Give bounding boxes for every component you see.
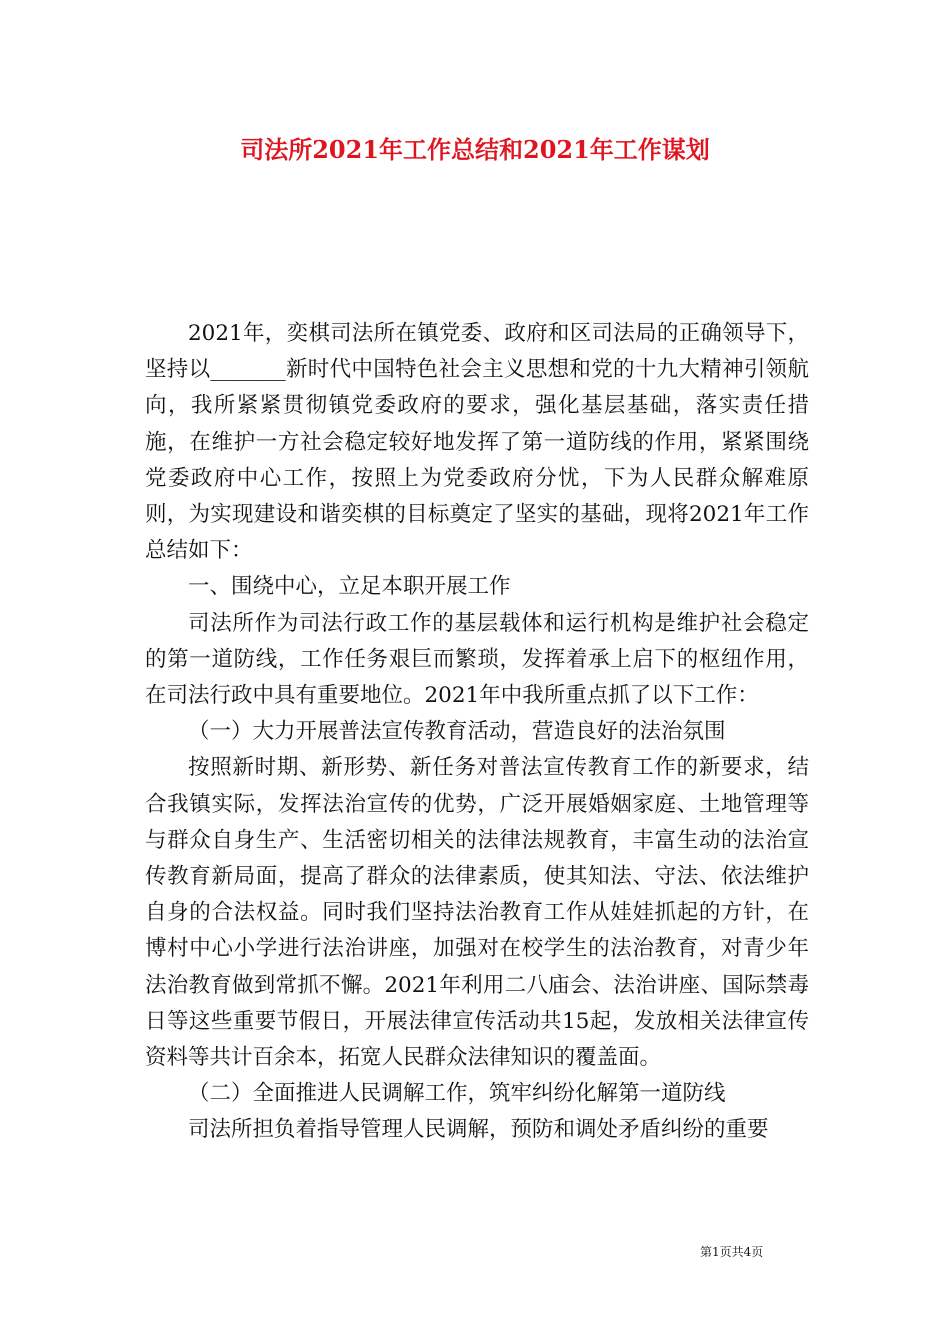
intro-blank: _______ [210,357,286,383]
paragraph-subsection-2: 司法所担负着指导管理人民调解，预防和调处矛盾纠纷的重要 [188,1117,769,1143]
document-body [145,316,809,1149]
section-heading-1: 一、围绕中心，立足本职开展工作 [188,574,511,600]
document-title: 司法所2021年工作总结和2021年工作谋划 [240,135,710,164]
paragraph-intro [145,316,809,569]
paragraph-subsection-1: 按照新时期、新形势、新任务对普法宣传教育工作的新要求，结合我镇实际，发挥法治宣传的优势，广泛开展婚姻家庭、土地管理等与群众自身生产、生活密切相关的法律法规教育，丰富生动的法治宣传教育新局面，提高了群众的法律素质，使其知法、守法、依法维护自身的合法权益。同时我们坚持法治教育工作从娃娃抓起的方针，在博村中心小学进行法治讲座，加强对在校学生的法治教育，对青少年法治教育做到常抓不懈。2021年利用二八庙会、法治讲座、国际禁毒日等这些重要节假日，开展法律宣传活动共15起，发放相关法律宣传资料等共计百余本，拓宽人民群众法律知识的覆盖面。 [145,755,809,1071]
subsection-heading-1: （一）大力开展普法宣传教育活动，营造良好的法治氛围 [188,719,726,745]
intro-text-before-blank: 2021年，奕棋司法所在镇党委、政府和区司法局的正确领导下，坚持以 [145,321,809,383]
paragraph-section-1: 司法所作为司法行政工作的基层载体和运行机构是维护社会稳定的第一道防线，工作任务艰巨而繁琐，发挥着承上启下的枢纽作用，在司法行政中具有重要地位。2021年中我所重点抓了以下工作： [145,610,809,709]
page-footer: 第1页共4页 [700,1245,764,1259]
intro-text-after-blank: 新时代中国特色社会主义思想和党的十九大精神引领航向，我所紧紧贯彻镇党委政府的要求，强化基层基础，落实责任措施，在维护一方社会稳定较好地发挥了第一道防线的作用，紧紧围绕党委政府中心工作，按照上为党委政府分忧，下为人民群众解难原则，为实现建设和谐奕棋的目标奠定了坚实的基础，现将2021年工作总结如下： [145,357,809,564]
subsection-heading-2: （二）全面推进人民调解工作，筑牢纠纷化解第一道防线 [188,1081,726,1107]
